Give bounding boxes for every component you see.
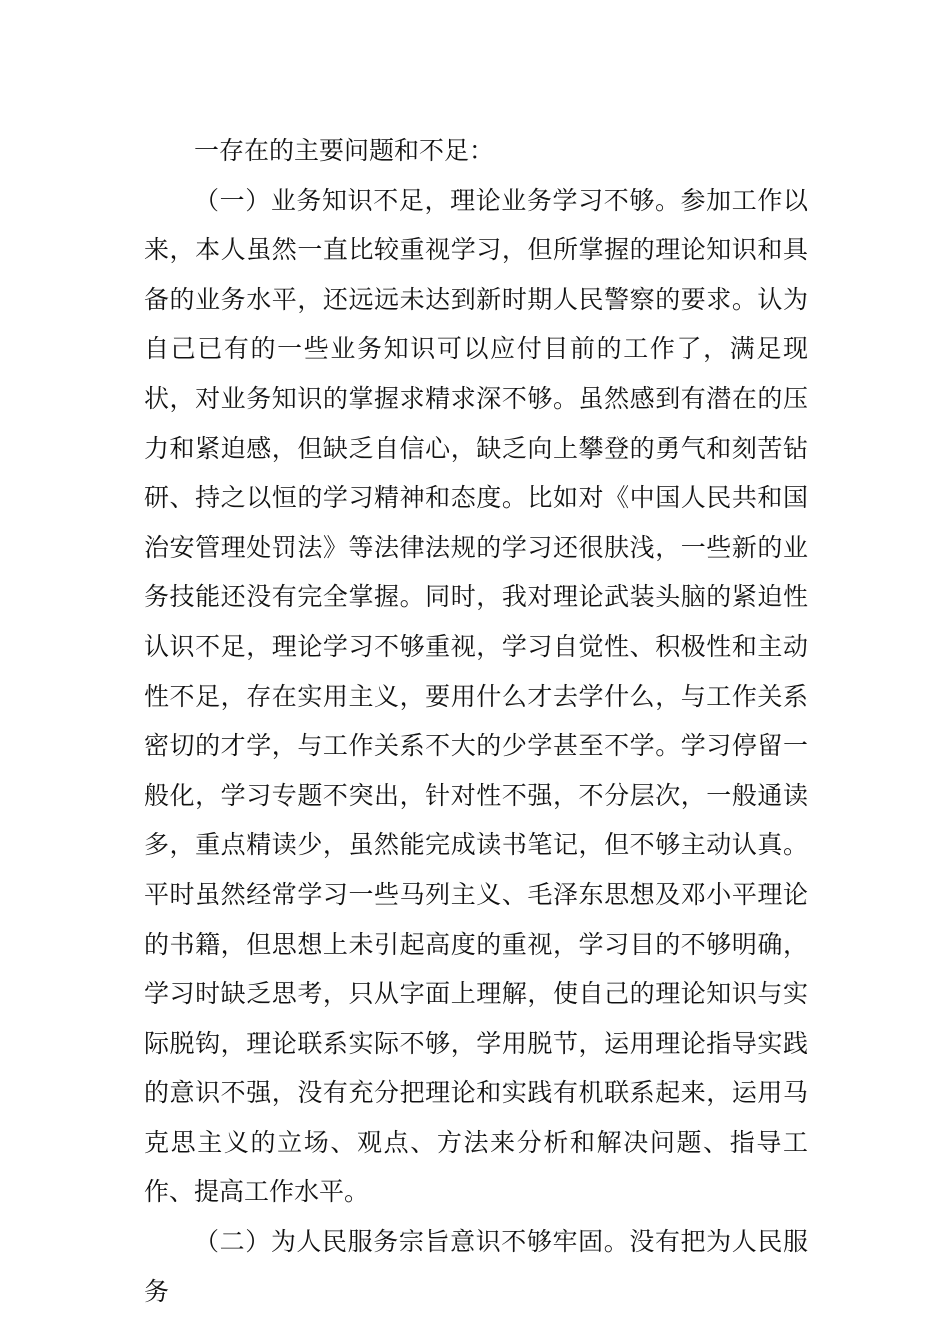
document-body bbox=[144, 126, 808, 1316]
paragraph-business-knowledge: （一）业务知识不足，理论业务学习不够。参加工作以来，本人虽然一直比较重视学习，但所掌握的理论知识和具备的业务水平，还远远未达到新时期人民警察的要求。认为自己已有的一些业务知识可以应付目前的工作了，满足现状，对业务知识的掌握求精求深不够。虽然感到有潜在的压力和紧迫感，但缺乏自信心，缺乏向上攀登的勇气和刻苦钻研、持之以恒的学习精神和态度。比如对《中国人民共和国治安管理处罚法》等法律法规的学习还很肤浅，一些新的业务技能还没有完全掌握。同时，我对理论武装头脑的紧迫性认识不足，理论学习不够重视，学习自觉性、积极性和主动性不足，存在实用主义，要用什么才去学什么，与工作关系密切的才学，与工作关系不大的少学甚至不学。学习停留一般化，学习专题不突出，针对性不强，不分层次，一般通读多，重点精读少，虽然能完成读书笔记，但不够主动认真。平时虽然经常学习一些马列主义、毛泽东思想及邓小平理论的书籍，但思想上未引起高度的重视，学习目的不够明确，学习时缺乏思考，只从字面上理解，使自己的理论知识与实际脱钩，理论联系实际不够，学用脱节，运用理论指导实践的意识不强，没有充分把理论和实践有机联系起来，运用马克思主义的立场、观点、方法来分析和解决问题、指导工作、提高工作水平。 bbox=[144, 185, 808, 1207]
paragraph-service-awareness: （二）为人民服务宗旨意识不够牢固。没有把为人民服务 bbox=[144, 1227, 808, 1306]
section-heading: 一存在的主要问题和不足： bbox=[194, 136, 495, 165]
